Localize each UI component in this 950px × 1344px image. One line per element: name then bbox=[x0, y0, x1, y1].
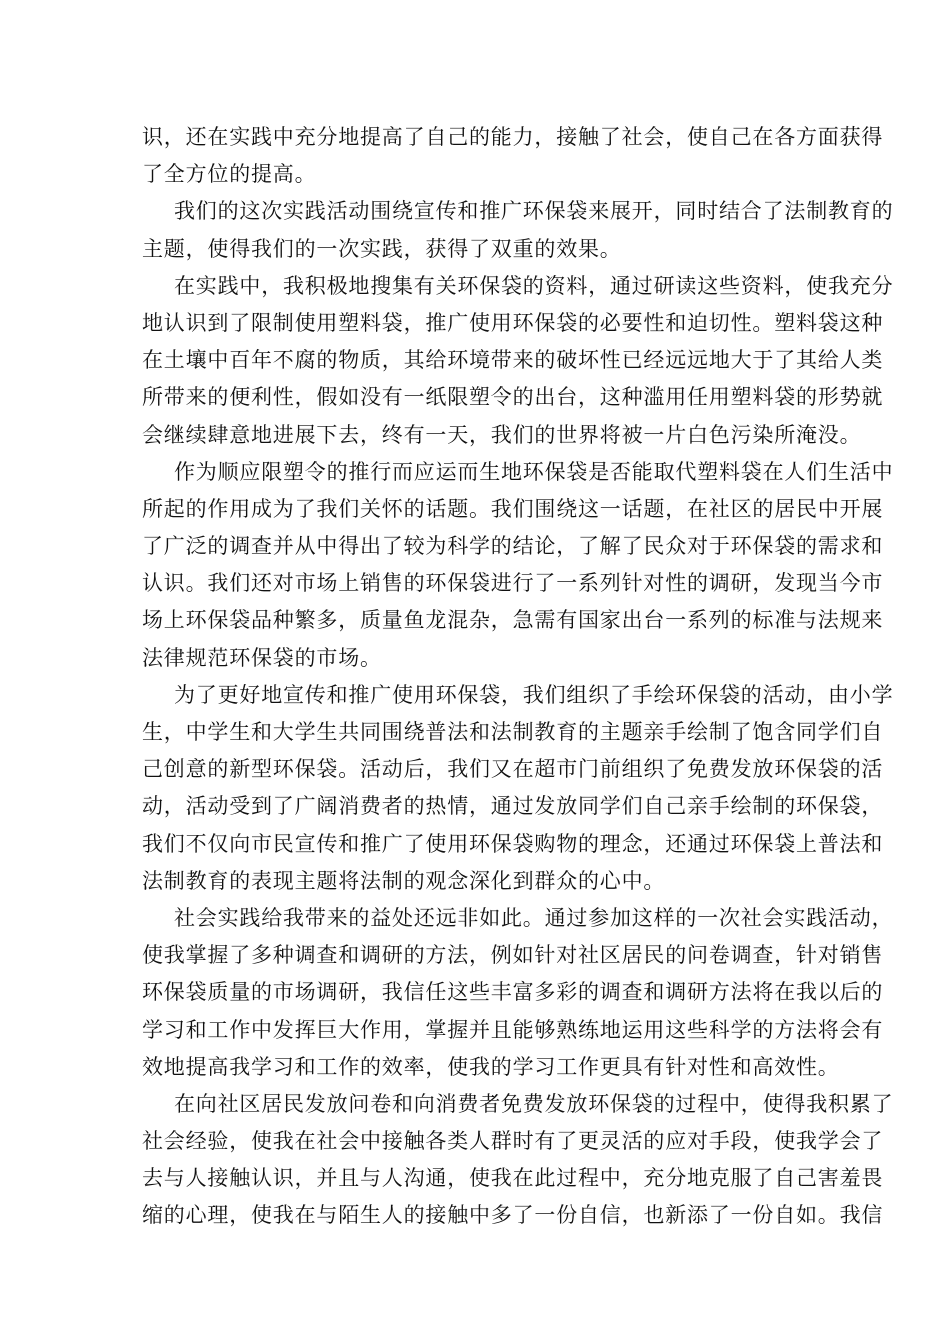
text-line: 动，活动受到了广阔消费者的热情，通过发放同学们自己亲手绘制的环保袋， bbox=[142, 794, 884, 819]
text-line: 我们不仅向市民宣传和推广了使用环保袋购物的理念，还通过环保袋上普法和 bbox=[142, 831, 884, 856]
text-line: 社会实践给我带来的益处还远非如此。通过参加这样的一次社会实践活动， bbox=[174, 905, 894, 930]
text-line: 了广泛的调查并从中得出了较为科学的结论，了解了民众对于环保袋的需求和 bbox=[142, 534, 884, 559]
text-line: 学习和工作中发挥巨大作用，掌握并且能够熟练地运用这些科学的方法将会有 bbox=[142, 1017, 884, 1042]
text-line: 去与人接触认识，并且与人沟通，使我在此过程中，充分地克服了自己害羞畏 bbox=[142, 1166, 884, 1191]
text-line: 使我掌握了多种调查和调研的方法，例如针对社区居民的问卷调查，针对销售 bbox=[142, 943, 884, 968]
text-line: 主题，使得我们的一次实践，获得了双重的效果。 bbox=[142, 236, 622, 261]
text-line: 环保袋质量的市场调研，我信任这些丰富多彩的调查和调研方法将在我以后的 bbox=[142, 980, 884, 1005]
text-line: 生，中学生和大学生共同围绕普法和法制教育的主题亲手绘制了饱含同学们自 bbox=[142, 720, 884, 744]
text-line: 地认识到了限制使用塑料袋，推广使用环保袋的必要性和迫切性。塑料袋这种 bbox=[142, 310, 884, 335]
text-line: 己创意的新型环保袋。活动后，我们又在超市门前组织了免费发放环保袋的活 bbox=[142, 757, 884, 782]
text-line: 作为顺应限塑令的推行而应运而生地环保袋是否能取代塑料袋在人们生活中 bbox=[174, 459, 894, 484]
text-line: 效地提高我学习和工作的效率，使我的学习工作更具有针对性和高效性。 bbox=[142, 1054, 840, 1079]
text-line: 认识。我们还对市场上销售的环保袋进行了一系列针对性的调研，发现当今市 bbox=[142, 571, 884, 596]
text-line: 会继续肆意地进展下去，终有一天，我们的世界将被一片白色污染所淹没。 bbox=[142, 422, 862, 447]
text-line: 法律规范环保袋的市场。 bbox=[142, 645, 382, 670]
text-line: 所带来的便利性，假如没有一纸限塑令的出台，这种滥用任用塑料袋的形势就 bbox=[142, 385, 884, 410]
text-line: 法制教育的表现主题将法制的观念深化到群众的心中。 bbox=[142, 868, 666, 893]
text-line: 缩的心理，使我在与陌生人的接触中多了一份自信，也新添了一份自如。我信 bbox=[142, 1203, 884, 1228]
text-line: 我们的这次实践活动围绕宣传和推广环保袋来展开，同时结合了法制教育的 bbox=[174, 199, 894, 224]
text-line: 了全方位的提高。 bbox=[142, 162, 317, 187]
text-line: 在实践中，我积极地搜集有关环保袋的资料，通过研读这些资料，使我充分 bbox=[174, 273, 894, 298]
text-line: 场上环保袋品种繁多，质量鱼龙混杂，急需有国家出台一系列的标准与法规来 bbox=[142, 608, 884, 633]
document-body bbox=[142, 119, 894, 1235]
text-line: 识，还在实践中充分地提高了自己的能力，接触了社会，使自己在各方面获得 bbox=[142, 125, 884, 149]
text-line: 在土壤中百年不腐的物质，其给环境带来的破坏性已经远远地大于了其给人类 bbox=[142, 348, 884, 373]
text-line: 所起的作用成为了我们关怀的话题。我们围绕这一话题，在社区的居民中开展 bbox=[142, 496, 884, 521]
text-line: 社会经验，使我在社会中接触各类人群时有了更灵活的应对手段，使我学会了 bbox=[142, 1129, 884, 1154]
text-line: 为了更好地宣传和推广使用环保袋，我们组织了手绘环保袋的活动，由小学 bbox=[174, 682, 894, 707]
text-line: 在向社区居民发放问卷和向消费者免费发放环保袋的过程中，使得我积累了 bbox=[174, 1091, 894, 1116]
